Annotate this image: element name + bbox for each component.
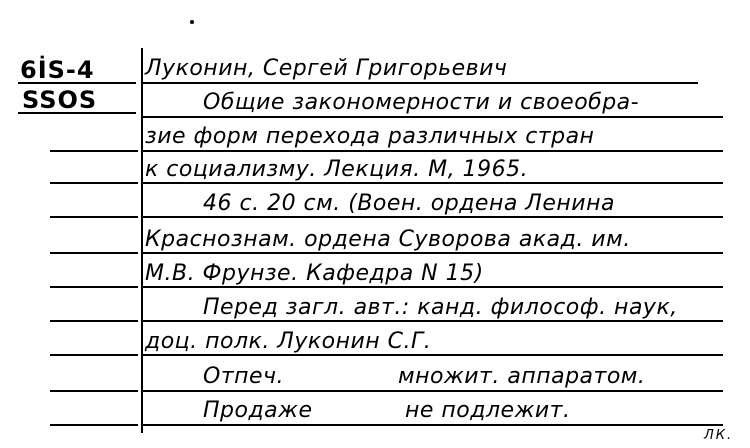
margin-line: [141, 48, 143, 433]
punch-dot: [190, 20, 194, 24]
shelf-mark-bottom-underline: [18, 112, 136, 114]
note-line-3b: множит. аппаратом.: [398, 364, 646, 389]
collation-line-1: 46 с. 20 см. (Воен. ордена Ленина: [203, 191, 615, 216]
author-line: Луконин, Сергей Григорьевич: [145, 56, 508, 81]
left-rule: [50, 182, 138, 184]
note-line-4b: не подлежит.: [405, 398, 571, 423]
left-rule: [50, 216, 138, 218]
main-rule: [143, 150, 723, 152]
main-rule: [143, 82, 698, 84]
title-line-2: зие форм перехода различных стран: [145, 124, 595, 149]
main-rule: [143, 116, 723, 118]
left-rule: [50, 354, 138, 356]
note-line-1: Перед загл. авт.: канд. философ. наук,: [203, 295, 678, 320]
note-line-3a: Отпеч.: [203, 364, 285, 389]
shelf-mark-top: 6İS-4: [20, 56, 95, 84]
left-rule: [50, 390, 138, 392]
left-rule: [50, 320, 138, 322]
collation-line-2: Краснознам. ордена Суворова акад. им.: [145, 227, 631, 252]
left-rule: [50, 286, 138, 288]
main-rule: [143, 390, 723, 392]
note-line-4a: Продаже: [203, 398, 313, 423]
left-rule: [50, 150, 138, 152]
left-rule: [50, 424, 138, 426]
shelf-mark-top-underline: [18, 82, 136, 84]
note-line-2: доц. полк. Луконин С.Г.: [145, 329, 432, 354]
main-rule: [143, 424, 723, 426]
collation-line-3: М.В. Фрунзе. Кафедра N 15): [145, 261, 484, 286]
left-rule: [50, 252, 138, 254]
shelf-mark-bottom: SSOS: [22, 86, 98, 114]
title-line-1: Общие закономерности и своеобра-: [203, 90, 640, 115]
corner-note: ЛК.: [704, 428, 734, 443]
title-line-3: к социализму. Лекция. М, 1965.: [145, 157, 529, 182]
